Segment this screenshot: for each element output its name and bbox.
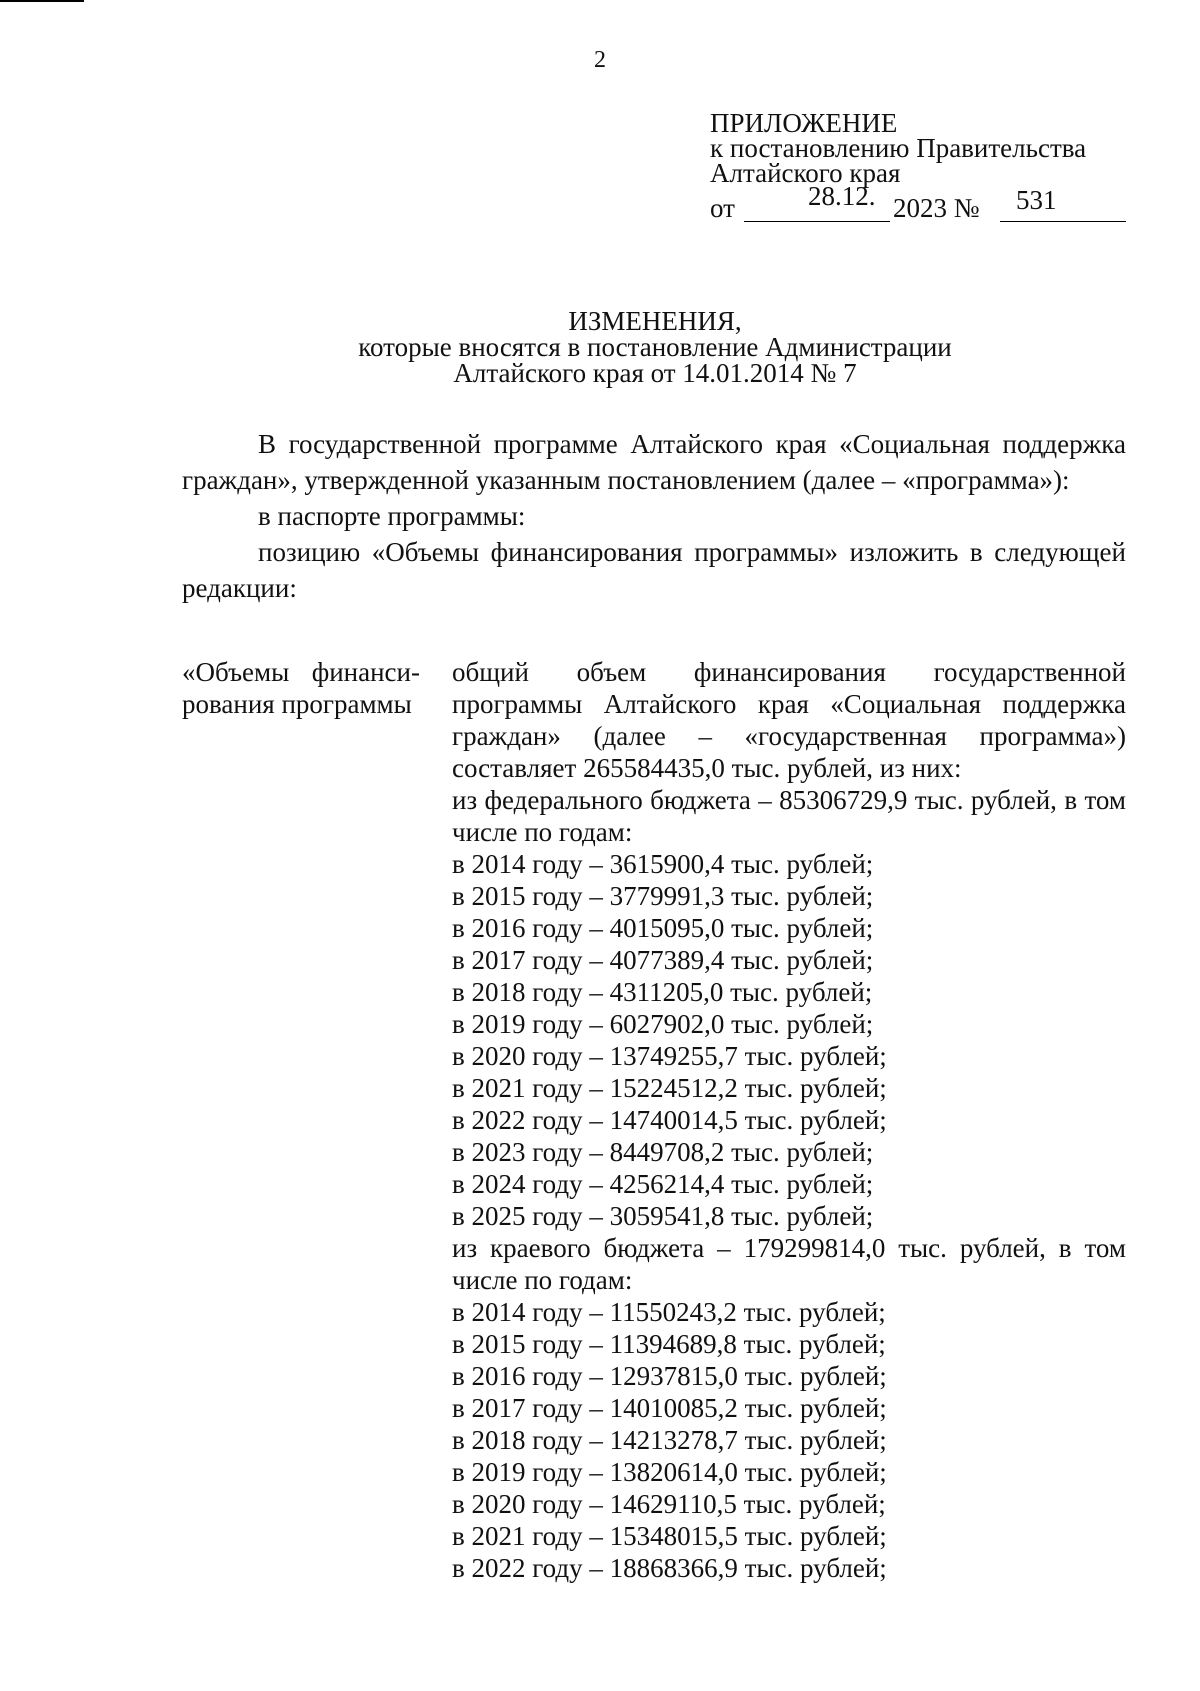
appendix-block [710, 108, 1087, 223]
body-paragraph-2: в паспорте программы: [258, 501, 526, 531]
federal-year-line: в 2019 году – 6027902,0 тыс. рублей; [452, 1009, 874, 1039]
regional-year-line: в 2015 году – 11394689,8 тыс. рублей; [452, 1329, 886, 1359]
regional-year-line: в 2020 году – 14629110,5 тыс. рублей; [452, 1489, 886, 1519]
appendix-date-line [710, 181, 1086, 223]
body-paragraph-1: В государственной программе Алтайского края «Социальная поддержка граждан», утвержденной указанным постановлением (далее – «программа»): [182, 429, 1126, 495]
heading-line-1: которые вносятся в постановление Администрации [358, 332, 952, 362]
federal-year-line: в 2015 году – 3779991,3 тыс. рублей; [452, 881, 874, 911]
corner-scan-mark [0, 0, 84, 2]
appendix-line-2: Алтайского края [710, 158, 901, 188]
appendix-title: ПРИЛОЖЕНИЕ [710, 108, 898, 138]
appendix-date: 28.12. [808, 181, 876, 211]
page-number: 2 [594, 47, 606, 73]
federal-year-line: в 2021 году – 15224512,2 тыс. рублей; [452, 1073, 887, 1103]
federal-year-line: в 2023 году – 8449708,2 тыс. рублей; [452, 1137, 874, 1167]
passport-content [452, 656, 1126, 1584]
federal-intro: из федерального бюджета – 85306729,9 тыс. рублей, в том числе по годам: [452, 785, 1126, 847]
body-paragraph-3: позицию «Объемы финансирования программы» изложить в следующей редакции: [182, 537, 1126, 603]
federal-year-line: в 2017 году – 4077389,4 тыс. рублей; [452, 945, 874, 975]
federal-year-line: в 2016 году – 4015095,0 тыс. рублей; [452, 913, 874, 943]
body-text [182, 426, 1126, 606]
heading-line-2: Алтайского края от 14.01.2014 № 7 [453, 358, 857, 388]
federal-years-list [452, 848, 1126, 1232]
federal-year-line: в 2025 году – 3059541,8 тыс. рублей; [452, 1201, 874, 1231]
regional-year-line: в 2021 году – 15348015,5 тыс. рублей; [452, 1521, 887, 1551]
regional-year-line: в 2022 году – 18868366,9 тыс. рублей; [452, 1553, 887, 1583]
federal-year-line: в 2024 году – 4256214,4 тыс. рублей; [452, 1169, 874, 1199]
regional-year-line: в 2017 году – 14010085,2 тыс. рублей; [452, 1393, 887, 1423]
federal-year-line: в 2020 году – 13749255,7 тыс. рублей; [452, 1041, 887, 1071]
appendix-line-1: к постановлению Правительства [710, 133, 1087, 163]
regional-intro: из краевого бюджета – 179299814,0 тыс. рублей, в том числе по годам: [452, 1233, 1126, 1295]
regional-year-line: в 2018 году – 14213278,7 тыс. рублей; [452, 1425, 887, 1455]
federal-year-line: в 2022 году – 14740014,5 тыс. рублей; [452, 1105, 887, 1135]
federal-year-line: в 2018 году – 4311205,0 тыс. рублей; [452, 977, 873, 1007]
regional-year-line: в 2014 году – 11550243,2 тыс. рублей; [452, 1297, 886, 1327]
regional-year-line: в 2016 году – 12937815,0 тыс. рублей; [452, 1361, 887, 1391]
passport-intro: общий объем финансирования государственной программы Алтайского края «Социальная поддержка граждан» (далее – «государственная программа») составляет 265584435,0 тыс. рублей, из них: [452, 657, 1126, 783]
federal-year-line: в 2014 году – 3615900,4 тыс. рублей; [452, 849, 874, 879]
appendix-ot: от [710, 193, 735, 223]
heading-title: ИЗМЕНЕНИЯ, [568, 306, 742, 336]
passport-label: «Объемы финансирования программы [182, 657, 420, 719]
document-heading [0, 308, 1200, 386]
regional-year-line: в 2019 году – 13820614,0 тыс. рублей; [452, 1457, 887, 1487]
appendix-year: 2023 № [893, 193, 980, 223]
regional-years-list [452, 1296, 1126, 1584]
appendix-number: 531 [1016, 185, 1057, 215]
